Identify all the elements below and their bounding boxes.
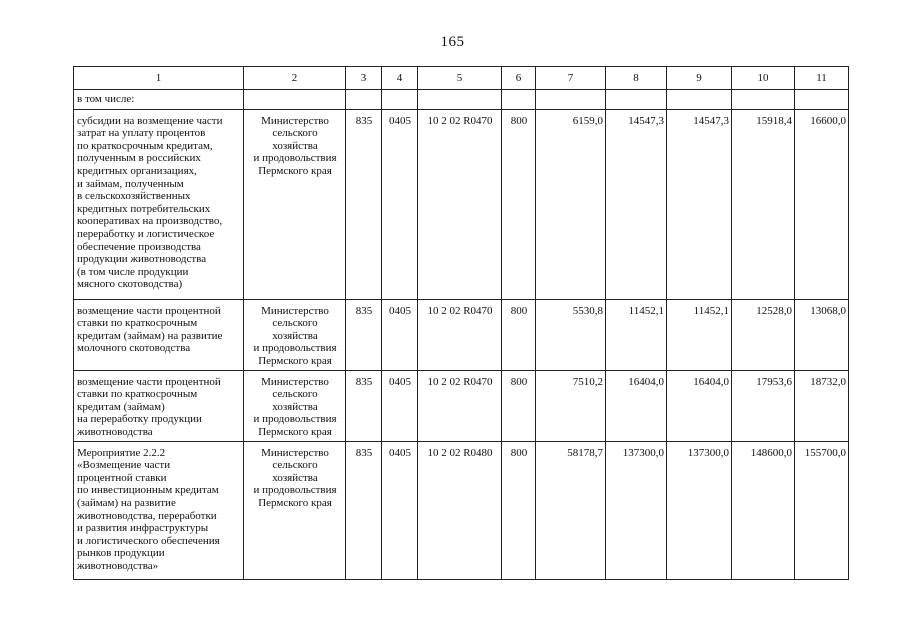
executor-org: Министерство сельского хозяйства и продовольствия Пермского края	[244, 299, 346, 370]
column-header: 9	[667, 67, 732, 90]
column-header: 3	[346, 67, 382, 90]
cell-c6: 800	[502, 441, 536, 579]
column-header: 1	[74, 67, 244, 90]
executor-org: Министерство сельского хозяйства и продовольствия Пермского края	[244, 109, 346, 299]
column-header: 4	[382, 67, 418, 90]
column-header: 10	[732, 67, 795, 90]
cell-c4: 0405	[382, 370, 418, 441]
measure-name: субсидии на возмещение части затрат на уплату процентов по краткосрочным кредитам, полученным в российских кредитных организациях, и займам, полученным в сельскохозяйственных кредитных потребительских кооперативах на производство, переработку и логистическое обеспечение производства продукции животноводства (в том числе продукции мясного скотоводства)	[74, 109, 244, 299]
cell-c6: 800	[502, 109, 536, 299]
cell-c5: 10 2 02 R0470	[418, 299, 502, 370]
cell-c3: 835	[346, 441, 382, 579]
cell-c11: 18732,0	[795, 370, 849, 441]
cell-c7: 5530,8	[536, 299, 606, 370]
cell-c4: 0405	[382, 299, 418, 370]
table-row	[74, 370, 849, 441]
cell-c9: 16404,0	[667, 370, 732, 441]
empty-cell	[382, 90, 418, 110]
empty-cell	[346, 90, 382, 110]
cell-c3: 835	[346, 299, 382, 370]
cell-c8: 11452,1	[606, 299, 667, 370]
intro-row	[74, 90, 849, 110]
column-header: 5	[418, 67, 502, 90]
cell-c11: 16600,0	[795, 109, 849, 299]
cell-c8: 16404,0	[606, 370, 667, 441]
cell-c3: 835	[346, 370, 382, 441]
cell-c6: 800	[502, 299, 536, 370]
column-header: 8	[606, 67, 667, 90]
budget-table	[73, 66, 849, 580]
empty-cell	[606, 90, 667, 110]
cell-c7: 7510,2	[536, 370, 606, 441]
empty-cell	[795, 90, 849, 110]
empty-cell	[502, 90, 536, 110]
cell-c11: 13068,0	[795, 299, 849, 370]
column-header: 2	[244, 67, 346, 90]
executor-org: Министерство сельского хозяйства и продовольствия Пермского края	[244, 441, 346, 579]
cell-c8: 137300,0	[606, 441, 667, 579]
cell-c10: 12528,0	[732, 299, 795, 370]
column-header: 6	[502, 67, 536, 90]
empty-cell	[244, 90, 346, 110]
measure-name: Мероприятие 2.2.2 «Возмещение части процентной ставки по инвестиционным кредитам (займам) на развитие животноводства, переработки и развития инфраструктуры и логистического обеспечения рынков продукции животноводства»	[74, 441, 244, 579]
cell-c9: 137300,0	[667, 441, 732, 579]
cell-c9: 11452,1	[667, 299, 732, 370]
cell-c10: 148600,0	[732, 441, 795, 579]
measure-name: возмещение части процентной ставки по краткосрочным кредитам (займам) на развитие молочного скотоводства	[74, 299, 244, 370]
cell-c7: 58178,7	[536, 441, 606, 579]
executor-org: Министерство сельского хозяйства и продовольствия Пермского края	[244, 370, 346, 441]
cell-c4: 0405	[382, 109, 418, 299]
cell-c10: 15918,4	[732, 109, 795, 299]
empty-cell	[418, 90, 502, 110]
cell-c10: 17953,6	[732, 370, 795, 441]
empty-cell	[536, 90, 606, 110]
empty-cell	[732, 90, 795, 110]
table-header-row	[74, 67, 849, 90]
measure-name: возмещение части процентной ставки по краткосрочным кредитам (займам) на переработку продукции животноводства	[74, 370, 244, 441]
column-header: 7	[536, 67, 606, 90]
table-row	[74, 109, 849, 299]
cell-c11: 155700,0	[795, 441, 849, 579]
table-row	[74, 299, 849, 370]
cell-c4: 0405	[382, 441, 418, 579]
cell-c5: 10 2 02 R0470	[418, 370, 502, 441]
table-row	[74, 441, 849, 579]
column-header: 11	[795, 67, 849, 90]
cell-c9: 14547,3	[667, 109, 732, 299]
page-number: 165	[440, 34, 465, 50]
empty-cell	[667, 90, 732, 110]
cell-c3: 835	[346, 109, 382, 299]
cell-c5: 10 2 02 R0480	[418, 441, 502, 579]
cell-c7: 6159,0	[536, 109, 606, 299]
intro-text: в том числе:	[74, 90, 244, 110]
cell-c6: 800	[502, 370, 536, 441]
cell-c5: 10 2 02 R0470	[418, 109, 502, 299]
cell-c8: 14547,3	[606, 109, 667, 299]
